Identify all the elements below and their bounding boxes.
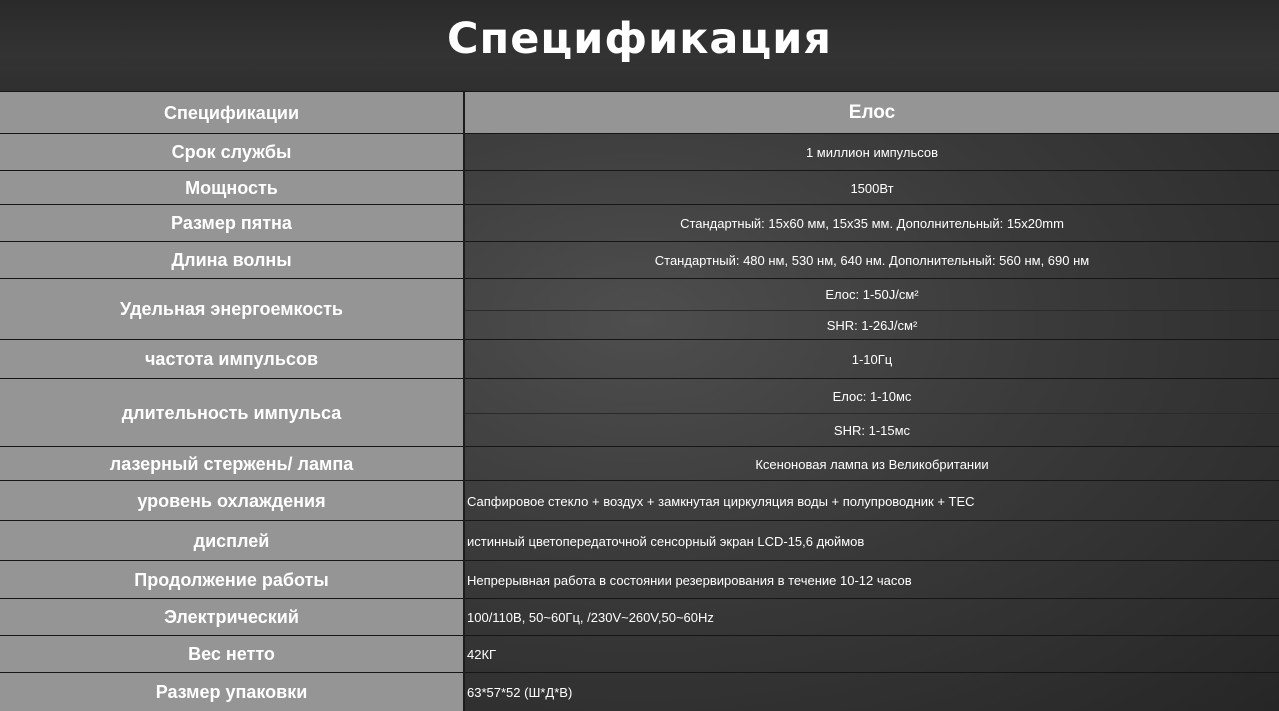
spec-label: Электрический [0,599,463,636]
spec-label: Срок службы [0,134,463,171]
spec-value: 63*57*52 (Ш*Д*В) [467,684,573,700]
spec-value: 100/110В, 50~60Гц, /230V~260V,50~60Hz [467,610,714,625]
spec-label: Удельная энергоемкость [0,279,463,340]
spec-value: Стандартный: 15x60 мм, 15x35 мм. Дополнительный: 15x20mm [680,216,1064,231]
spec-value: Непрерывная работа в состоянии резервирования в течение 10-12 часов [467,572,912,588]
spec-label: Вес нетто [0,636,463,673]
spec-label: длительность импульса [0,379,463,447]
header-label-cell: Спецификации [0,92,463,134]
column-divider [463,92,465,711]
spec-value: Сапфировое стекло + воздух + замкнутая циркуляция воды + полупроводник + TEC [467,493,975,509]
spec-value: Ксеноновая лампа из Великобритании [755,456,989,472]
spec-label: Продолжение работы [0,561,463,599]
sub-divider [465,310,1279,311]
spec-value: Елос: 1-50J/см² [825,287,919,302]
spec-value: 1-10Гц [851,352,893,367]
spec-label: Длина волны [0,242,463,279]
spec-label: Размер упаковки [0,673,463,711]
spec-value: 42КГ [467,647,497,662]
page-header [0,0,1279,92]
page-title: Спецификация [446,14,833,64]
row-divider [0,91,1279,92]
spec-value: SHR: 1-26J/см² [826,318,918,333]
spec-value: Стандартный: 480 нм, 530 нм, 640 нм. Дополнительный: 560 нм, 690 нм [654,253,1090,268]
spec-label: уровень охлаждения [0,481,463,521]
spec-label: лазерный стержень/ лампа [0,447,463,481]
spec-value: Елос: 1-10мс [832,388,912,404]
spec-value: 1500Вт [850,180,894,196]
spec-label: частота импульсов [0,340,463,379]
spec-label: Мощность [0,171,463,205]
spec-label: дисплей [0,521,463,561]
spec-value: 1 миллион импульсов [805,145,939,160]
spec-value: SHR: 1-15мс [833,422,911,438]
spec-label: Размер пятна [0,205,463,242]
spec-value: истинный цветопередаточной сенсорный экран LCD-15,6 дюймов [467,533,865,549]
sub-divider [465,413,1279,414]
header-value-cell: Елос [465,92,1279,134]
